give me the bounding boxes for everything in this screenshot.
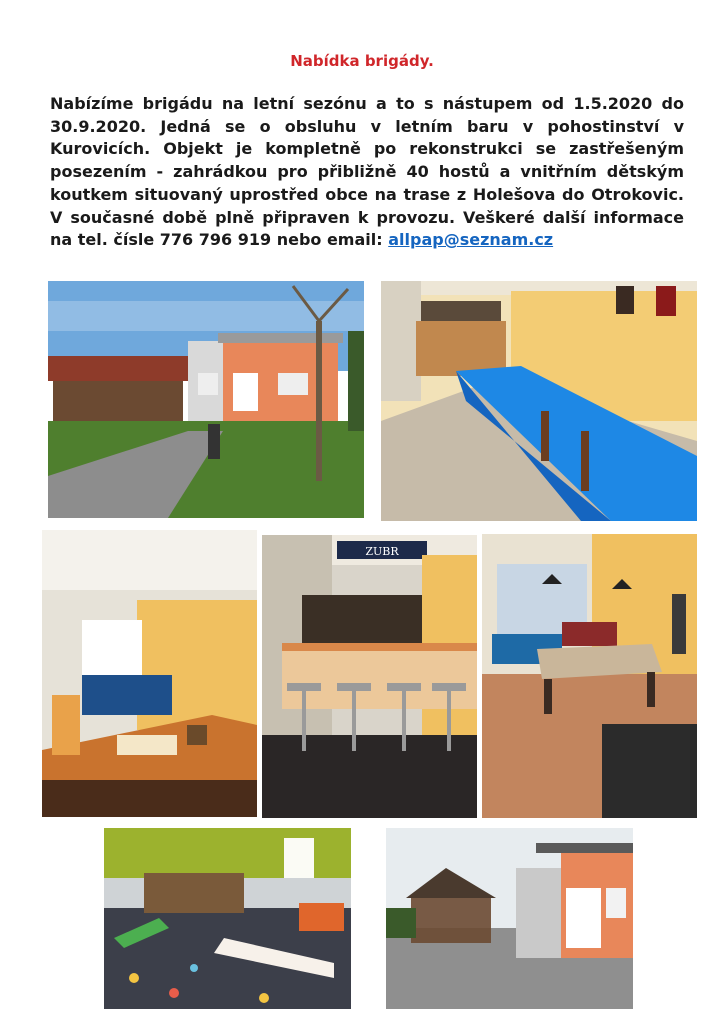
- photo-bar-counter: [262, 535, 477, 818]
- photo-exterior-pergola: [386, 828, 633, 1009]
- photo-kids-corner: [104, 828, 351, 1009]
- offer-paragraph: Nabízíme brigádu na letní sezónu a to s nástupem od 1.5.2020 do 30.9.2020. Jedná se o obsluhu v letním baru v pohostinství v Kurovicích. Objekt je kompletně po rekonstrukci se zastřešeným posezením - zahrádkou pro přibližně 40 hostů a vnitřním dětským koutkem situovaný uprostřed obce na trase z Holešova do Otrokovic. V současné době plně připraven k provozu. Veškeré další informace na tel. čísle 776 796 919 nebo email:: [50, 94, 684, 250]
- photo-exterior-building: [48, 281, 364, 518]
- photo-hall-counter: [42, 530, 257, 817]
- page-title: Nabídka brigády.: [290, 52, 434, 70]
- photo-billiard-room: [482, 534, 697, 818]
- zubr-sign: ZUBR: [365, 545, 399, 558]
- email-link[interactable]: allpap@seznam.cz: [388, 230, 554, 250]
- job-offer-text: [50, 93, 684, 252]
- photo-interior-tables: [381, 281, 697, 521]
